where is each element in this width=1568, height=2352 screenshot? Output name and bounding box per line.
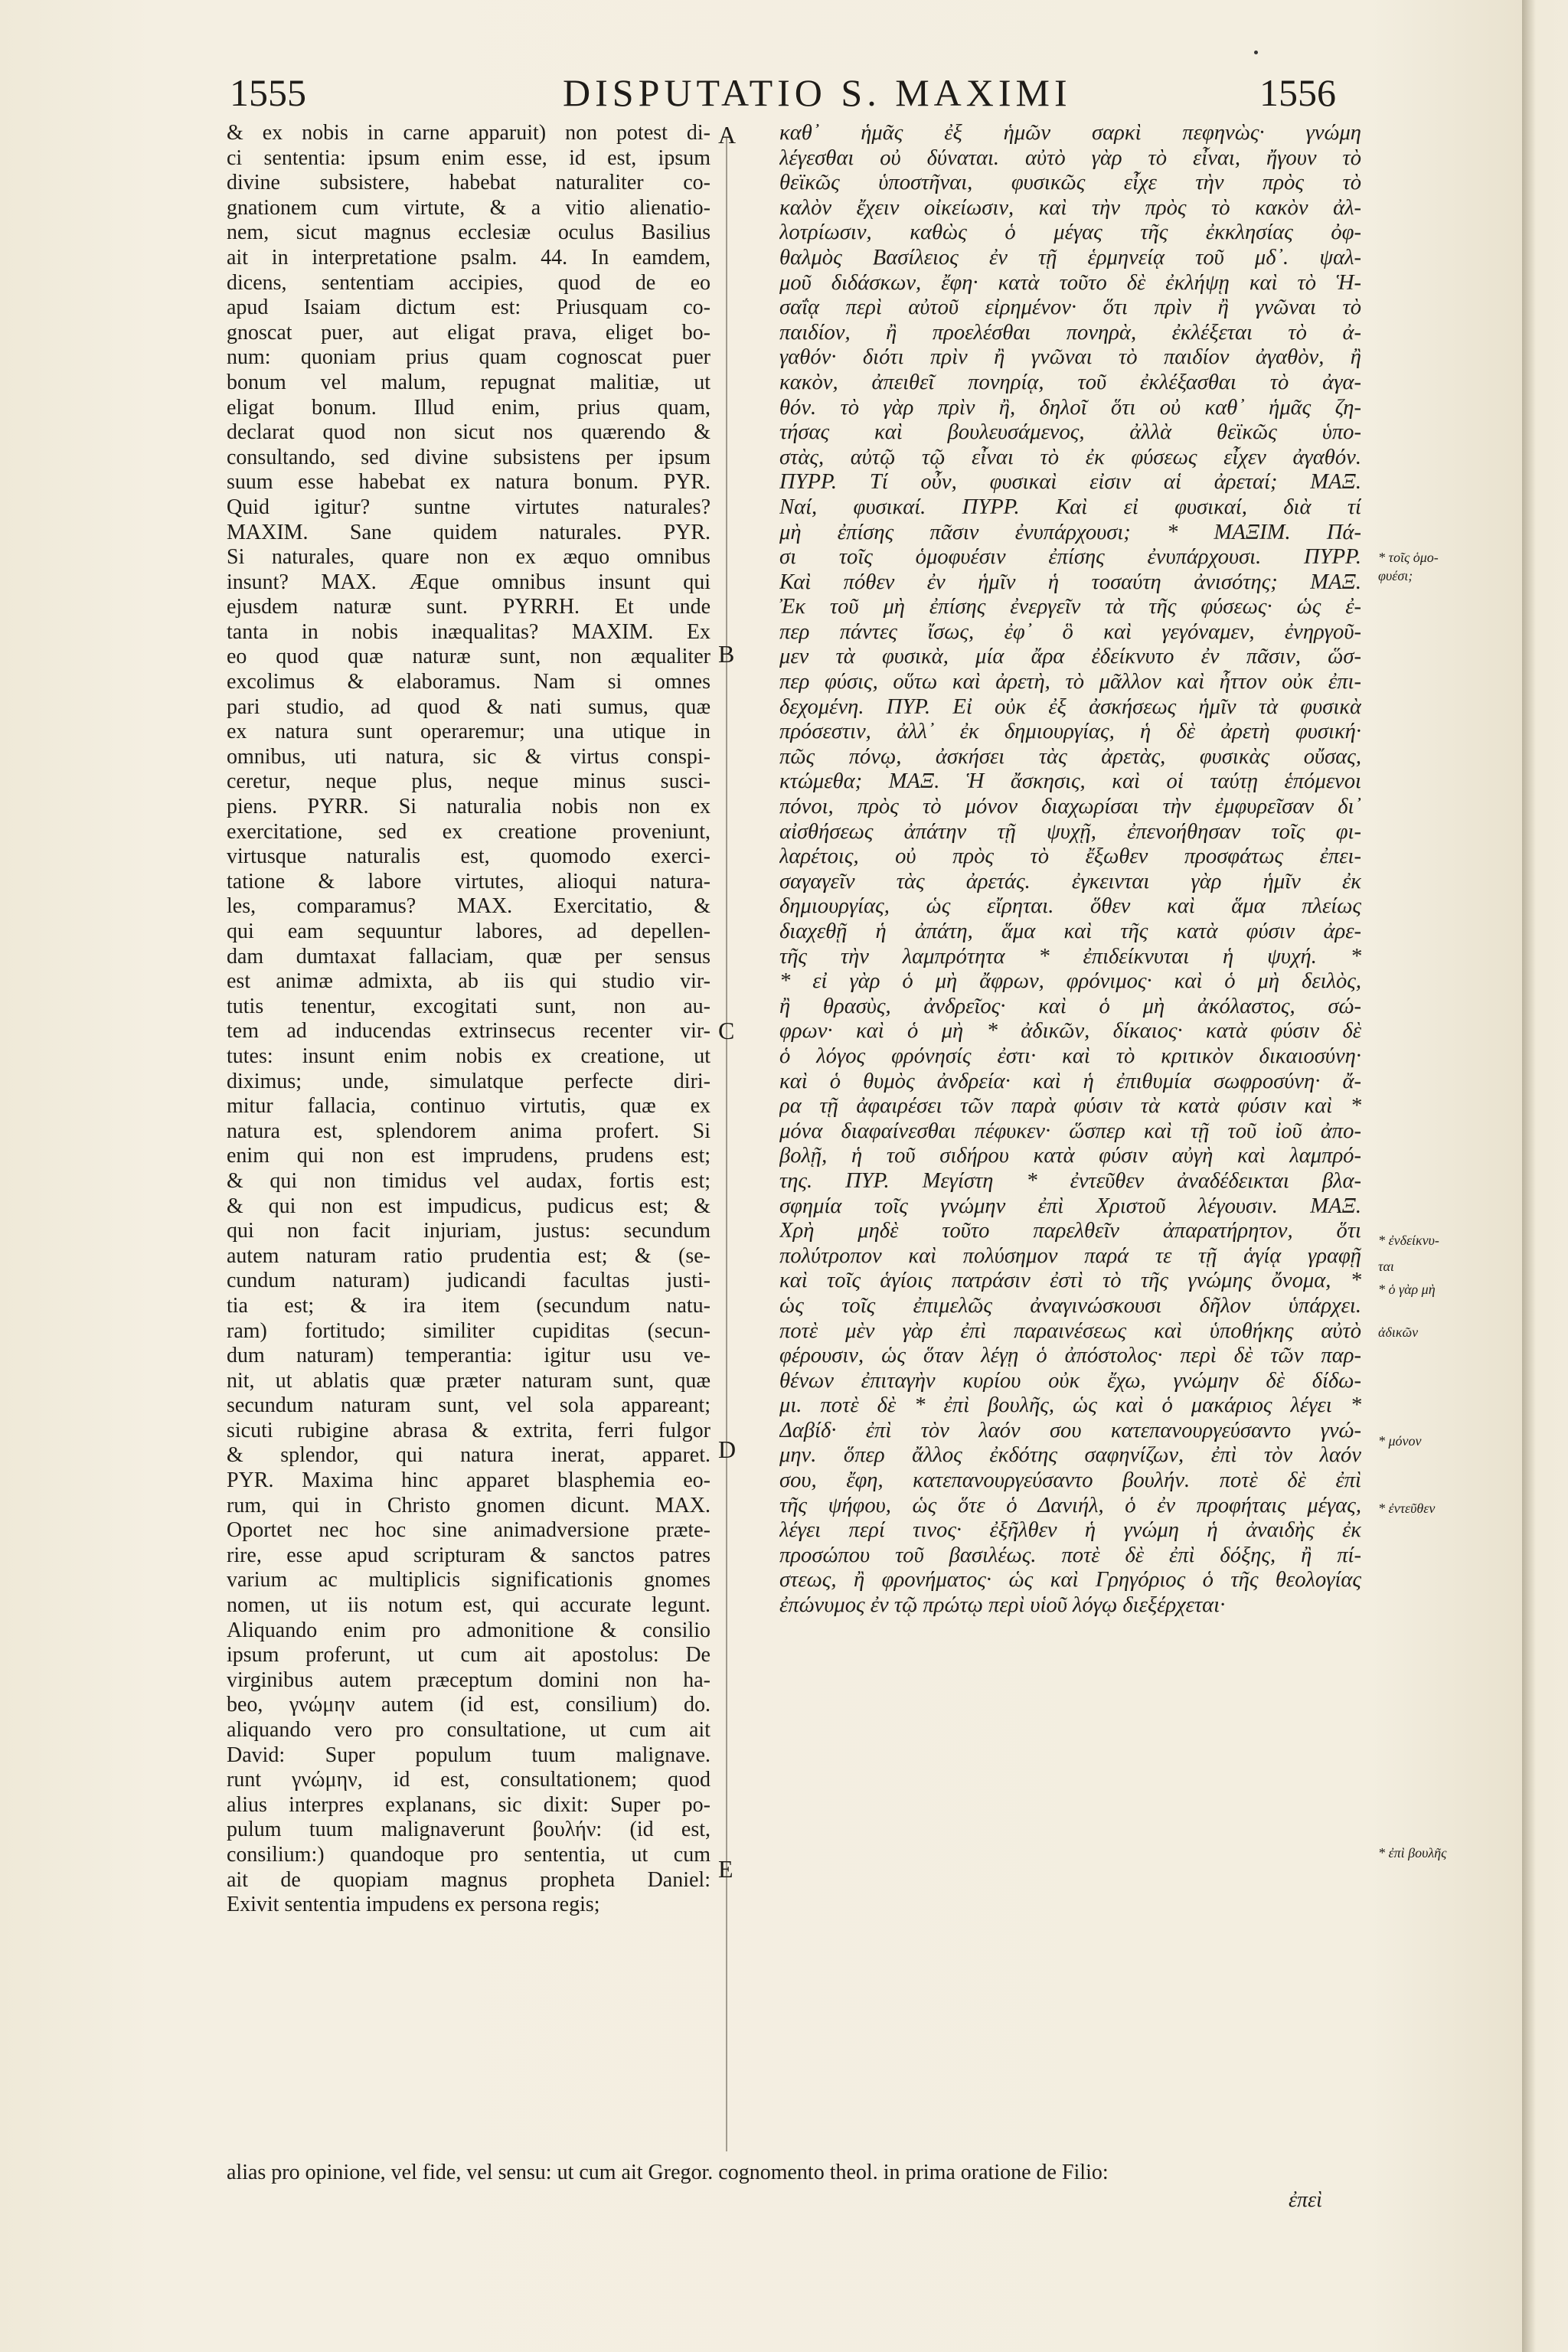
latin-text-line: natura est, splendorem anima profert. Si [227, 1119, 710, 1143]
greek-text-line: τήσας καὶ βουλευσάμενος, ἀλλὰ θεϊκῶς ὑπο- [779, 420, 1361, 445]
latin-text-line: varium ac multiplicis significationis gnomes [227, 1568, 710, 1592]
greek-text-line: λαρέτοις, οὐ πρὸς τὸ ἔξωθεν προσφάτως ἐπει- [779, 844, 1361, 869]
latin-text-line: qui non facit injuriam, justus: secundum [227, 1219, 710, 1243]
latin-text-line: exercitatione, sed ex creatione proveniunt, [227, 819, 710, 844]
latin-text-line: omnibus, uti natura, sic & virtus conspi- [227, 744, 710, 769]
latin-text-line: nomen, ut iis notum est, qui accurate legunt. [227, 1593, 710, 1618]
greek-text-line: μην. ὅπερ ἄλλος ἐκδότης σαφηνίζων, ἐπὶ τὸν λαόν [779, 1443, 1361, 1468]
margin-note: * ἐνδείκνυ- [1378, 1233, 1439, 1248]
greek-text-line: ρα τῇ ἀφαιρέσει τῶν παρὰ φύσιν τὰ κατὰ φύσιν καὶ * [779, 1094, 1361, 1119]
latin-text-line: David: Super populum tuum malignave. [227, 1743, 710, 1767]
latin-text-line: PYR. Maxima hinc apparet blasphemia eo- [227, 1468, 710, 1493]
greek-text-line: μι. ποτὲ δὲ * ἐπὶ βουλῆς, ὡς καὶ ὁ μακάριος λέγει * [779, 1393, 1361, 1418]
ornament-dot [1254, 51, 1258, 54]
next-page-edge [1522, 0, 1568, 2352]
greek-text-line: ὡς τοῖς ἐπιμελῶς ἀναγινώσκουσι δῆλον ὑπάρχει. [779, 1293, 1361, 1318]
latin-text-line: divine subsistere, habebat naturaliter co- [227, 171, 710, 195]
latin-text-line: eligat bonum. Illud enim, prius quam, [227, 395, 710, 420]
greek-text-line: θαλμὸς Βασίλειος ἐν τῇ ἑρμηνείᾳ τοῦ μδ᾽. ψαλ- [779, 245, 1361, 270]
greek-text-line: μόνα διαφαίνεσθαι πέφυκεν· ὥσπερ καὶ τῇ τοῦ ἰοῦ ἀπο- [779, 1119, 1361, 1143]
latin-text-line: Quid igitur? suntne virtutes naturales? [227, 495, 710, 519]
greek-text-line: σι τοῖς ὁμοφυέσιν ἐπίσης ἐνυπάρχουσι. ΠΥΡΡ. [779, 545, 1361, 570]
latin-text-line: Si naturales, quare non ex æquo omnibus [227, 545, 710, 570]
section-letter-d: D [718, 1436, 737, 1463]
latin-text-line: aliquando vero pro consultatione, ut cum ait [227, 1718, 710, 1742]
latin-text-line: cundum naturam) judicandi facultas justi- [227, 1269, 710, 1293]
greek-text-line: παιδίον, ἢ προελέσθαι πονηρὰ, ἐκλέξεται τὸ ἀ- [779, 320, 1361, 345]
latin-text-line: ci sententia: ipsum enim esse, id est, ipsum [227, 145, 710, 170]
latin-text-line: ait in interpretatione psalm. 44. In eamdem, [227, 245, 710, 270]
latin-text-line: piens. PYRR. Si naturalia nobis non ex [227, 795, 710, 819]
section-letter-c: C [718, 1017, 735, 1044]
greek-text-line: θεϊκῶς ὑποστῆναι, φυσικῶς εἶχε τὴν πρὸς τὸ [779, 171, 1361, 195]
greek-text-line: περ πάντες ἴσως, ἐφ᾽ ὃ καὶ γεγόναμεν, ἐνηργοῦ- [779, 619, 1361, 644]
greek-text-line: προσώπου τοῦ βασιλέως. ποτὲ δὲ ἐπὶ δόξης, ἢ πί- [779, 1543, 1361, 1567]
greek-text-line: ἐπώνυμος ἐν τῷ πρώτῳ περὶ υἱοῦ λόγῳ διεξέρχεται· [779, 1593, 1226, 1618]
greek-text-line: γαθόν· διότι πρὶν ἢ γνῶναι τὸ παιδίον ἀγαθὸν, ἢ [779, 345, 1361, 370]
latin-text-line: mitur fallacia, continuo virtutis, quæ ex [227, 1094, 710, 1119]
latin-text-line: gnoscat puer, aut eligat prava, eliget bo- [227, 320, 710, 345]
latin-text-line: ipsum proferunt, ut cum ait apostolus: De [227, 1643, 710, 1668]
latin-text-line: gnationem cum virtute, & a vitio alienatio- [227, 195, 710, 220]
latin-text-line: tem ad inducendas extrinsecus recenter vir- [227, 1019, 710, 1044]
latin-text-line: & ex nobis in carne apparuit) non potest di- [227, 121, 710, 145]
greek-text-line: της. ΠΥΡ. Μεγίστη * ἐντεῦθεν ἀναδέδεικται βλα- [779, 1168, 1361, 1193]
greek-text-line: περ φύσις, οὕτω καὶ ἀρετὴ, τὸ μᾶλλον καὶ ἧττον οὐκ ἐπι- [779, 670, 1361, 694]
latin-text-line: ram) fortitudo; similiter cupiditas (secun- [227, 1318, 710, 1343]
latin-text-line: & qui non est impudicus, pudicus est; & [227, 1194, 710, 1218]
greek-text-line: καὶ τοῖς ἁγίοις πατράσιν ἐστὶ τὸ τῆς γνώμης ὄνομα, * [779, 1269, 1361, 1293]
latin-text-line: beo, γνώμην autem (id est, consilium) do. [227, 1693, 710, 1717]
latin-text-line: apud Isaiam dictum est: Priusquam co- [227, 296, 710, 320]
latin-text-line: tanta in nobis inæqualitas? MAXIM. Ex [227, 619, 710, 644]
latin-text-line: autem naturam ratio prudentia est; & (se- [227, 1243, 710, 1268]
latin-text-line: tutes: insunt enim nobis ex creatione, ut [227, 1044, 710, 1068]
latin-text-line: Exivit sententia impudens ex persona regis; [227, 1893, 600, 1917]
margin-note: ἀδικῶν [1378, 1325, 1419, 1340]
margin-note: * ἐπὶ βουλῆς [1378, 1845, 1447, 1860]
greek-text-line: ἢ θρασὺς, ἀνδρεῖος· καὶ ὁ μὴ ἀκόλαστος, σώ- [779, 994, 1361, 1018]
greek-text-line: κτώμεθα; ΜΑΞ. Ἡ ἄσκησις, καὶ οἱ ταύτῃ ἑπόμενοι [779, 769, 1361, 794]
greek-text-line: βολῇ, ἡ τοῦ σιδήρου κατὰ φύσιν αὐγὴ καὶ λαμπρό- [779, 1144, 1361, 1168]
greek-text-line: δημιουργίας, ὡς εἴρηται. ὅθεν καὶ ἅμα πλείως [779, 894, 1361, 919]
folio-number-left: 1555 [230, 71, 306, 114]
catchword: ἐπεὶ [1289, 2188, 1322, 2212]
greek-text-line: Ναί, φυσικαί. ΠΥΡΡ. Καὶ εἰ φυσικαί, διὰ τί [779, 495, 1361, 519]
greek-text-line: λοτρίωσιν, καθὼς ὁ μέγας τῆς ἐκκλησίας ὀφ- [779, 220, 1361, 245]
latin-text-line: MAXIM. Sane quidem naturales. PYR. [227, 520, 710, 544]
greek-text-line: διαχεθῇ ἡ ἀπάτη, ἅμα καὶ τῆς κατὰ φύσιν ἀρε- [779, 920, 1361, 943]
latin-text-line: & splendor, qui natura inerat, apparet. [227, 1443, 710, 1468]
latin-text-line: dam dumtaxat fallaciam, quæ per sensus [227, 944, 710, 969]
latin-text-line: secundum naturam sunt, vel sola appareant; [227, 1393, 710, 1418]
greek-text-line: τῆς ψήφου, ὡς ὅτε ὁ Δανιήλ, ὁ ἐν προφήταις μέγας, [779, 1493, 1361, 1517]
latin-text-line: dicens, sententiam accipies, quod de eo [227, 270, 710, 295]
latin-text-line: pulum tuum malignaverunt βουλήν: (id est, [227, 1818, 710, 1842]
latin-text-line: dum naturam) temperantia: igitur usu ve- [227, 1344, 710, 1368]
greek-text-line: τῆς τὴν λαμπρότητα * ἐπιδείκνυται ἡ ψυχή. * [779, 944, 1361, 969]
margin-note: * ἐντεῦθεν [1378, 1501, 1436, 1516]
latin-text-line: runt γνώμην, id est, consultationem; quod [227, 1768, 710, 1792]
latin-text-line: consultando, sed divine subsistens per ipsum [227, 445, 710, 469]
greek-text-line: φρων· καὶ ὁ μὴ * ἀδικῶν, δίκαιος· κατὰ φύσιν δὲ [779, 1019, 1361, 1044]
latin-column [227, 121, 710, 1918]
greek-text-line: μεν τὰ φυσικὰ, μία ἄρα ἐδείκνυτο ἐν πᾶσιν, ὥσ- [779, 645, 1361, 669]
greek-text-line: αἰσθήσεως ἀπάτην τῇ ψυχῇ, ἐπενοήθησαν τοῖς φι- [779, 819, 1361, 844]
greek-text-line: Ἐκ τοῦ μὴ ἐπίσης ἐνεργεῖν τὰ τῆς φύσεως· ὡς ἐ- [779, 595, 1361, 619]
running-title: DISPUTATIO S. MAXIMI [563, 71, 1072, 114]
greek-text-line: στὰς, αὐτῷ τῷ εἶναι τὸ ἐκ φύσεως εἶχεν ἀγαθόν. [779, 445, 1361, 469]
greek-text-line: θόν. τὸ γὰρ πρὶν ἢ, δηλοῖ ὅτι οὐ καθ᾽ ἡμᾶς ζη- [779, 395, 1361, 420]
greek-text-line: Καὶ πόθεν ἐν ἡμῖν ἡ τοσαύτη ἀνισότης; ΜΑΞ. [779, 570, 1361, 594]
greek-text-line: πῶς πόνῳ, ἀσκήσει τὰς ἀρετὰς, φυσικὰς οὔσας, [779, 744, 1361, 769]
latin-text-line: est animæ admixta, ab iis qui studio vir- [227, 969, 710, 994]
greek-text-line: μὴ ἐπίσης πᾶσιν ἐνυπάρχουσι; * ΜΑΞΙΜ. Πά- [779, 520, 1361, 544]
greek-text-line: σαγαγεῖν τὰς ἀρετάς. ἐγκεινται γὰρ ἡμῖν ἐκ [779, 869, 1361, 893]
greek-text-line: σαΐᾳ περὶ αὐτοῦ εἰρημένον· ὅτι πρὶν ἢ γνῶναι τὸ [779, 296, 1361, 320]
latin-text-line: num: quoniam prius quam cognoscat puer [227, 345, 710, 370]
greek-text-line: Δαβίδ· ἐπὶ τὸν λαόν σου κατεπανουργεύσαντο γνώ- [779, 1418, 1361, 1442]
greek-text-line: πρόσεστιν, ἀλλ᾽ ἐκ δημιουργίας, ἡ δὲ ἀρετὴ φυσική· [779, 720, 1361, 744]
section-letter-a: A [718, 121, 737, 149]
latin-text-line: declarat quod non sicut nos quærendo & [227, 420, 710, 445]
greek-text-line: θένων ἐπιταγὴν κυρίου οὐκ ἔχω, γνώμην δὲ δίδω- [779, 1368, 1361, 1393]
greek-text-line: λέγεσθαι οὐ δύναται. αὐτὸ γὰρ τὸ εἶναι, ἤγουν τὸ [779, 145, 1361, 170]
latin-text-line: rire, esse apud scripturam & sanctos patres [227, 1543, 710, 1567]
greek-text-line: στεως, ἢ φρονήματος· ὡς καὶ Γρηγόριος ὁ τῆς θεολογίας [779, 1568, 1361, 1592]
latin-text-line: les, comparamus? MAX. Exercitatio, & [227, 894, 710, 919]
greek-text-line: δεχομένη. ΠΥΡ. Εἰ οὐκ ἐξ ἀσκήσεως ἡμῖν τὰ φυσικὰ [779, 694, 1361, 719]
greek-text-line: φέρουσιν, ὡς ὅταν λέγῃ ὁ ἀπόστολος· περὶ δὲ τῶν παρ- [779, 1344, 1361, 1368]
latin-text-line: alius interpres explanans, sic dixit: Super po- [227, 1792, 710, 1817]
greek-text-line: * εἰ γὰρ ὁ μὴ ἄφρων, φρόνιμος· καὶ ὁ μὴ δειλὸς, [779, 969, 1361, 994]
latin-text-line: Oportet nec hoc sine animadversione præte- [227, 1518, 710, 1543]
latin-text-line: tutis tenentur, excogitati sunt, non au- [227, 994, 710, 1018]
latin-text-line: enim qui non est imprudens, prudens est; [227, 1144, 710, 1168]
greek-text-line: σφημία τοῖς γνώμην ἐπὶ Χριστοῦ λέγουσιν. ΜΑΞ. [779, 1194, 1361, 1218]
latin-text-line: virtusque naturalis est, quomodo exerci- [227, 844, 710, 869]
margin-note: * τοῖς ὁμο- [1378, 550, 1439, 565]
latin-text-line: ex natura sunt operaremur; una utique in [227, 720, 710, 744]
latin-text-line: insunt? MAX. Æque omnibus insunt qui [227, 570, 710, 594]
latin-text-line: consilium:) quandoque pro sententia, ut cum [227, 1842, 710, 1867]
latin-text-line: pari studio, ad quod & nati sumus, quæ [227, 694, 710, 719]
latin-text-line: virginibus autem præceptum domini non ha- [227, 1668, 710, 1692]
greek-text-line: κακὸν, ἀπειθεῖ πονηρίᾳ, τοῦ ἐκλέξασθαι τὸ ἀγα- [779, 370, 1361, 394]
latin-text-line: tatione & labore virtutes, alioqui natura- [227, 869, 710, 893]
latin-text-line: tia est; & ira item (secundum natu- [227, 1293, 710, 1318]
latin-text-line: Aliquando enim pro admonitione & consilio [227, 1618, 710, 1642]
margin-note: φυέσι; [1378, 568, 1413, 583]
greek-text-line: Χρὴ μηδὲ τοῦτο παρελθεῖν ἀπαρατήρητον, ὅτι [779, 1219, 1361, 1243]
greek-text-line: καὶ ὁ θυμὸς ἀνδρεία· καὶ ἡ ἐπιθυμία σωφροσύνη· ἄ- [779, 1069, 1361, 1093]
latin-text-line: qui eam sequuntur labores, ad depellen- [227, 920, 710, 943]
latin-text-line: suum esse habebat ex natura bonum. PYR. [227, 470, 710, 495]
latin-text-line: excolimus & elaboramus. Nam si omnes [227, 670, 710, 694]
latin-text-line: bonum vel malum, repugnat malitiæ, ut [227, 370, 710, 394]
latin-text-line: diximus; unde, simulatque perfecte diri- [227, 1069, 710, 1093]
greek-text-line: καλὸν ἔχειν οἰκείωσιν, καὶ τὴν πρὸς τὸ κακὸν ἀλ- [779, 195, 1361, 220]
latin-text-line: & qui non timidus vel audax, fortis est; [227, 1168, 710, 1193]
greek-text-line: ΠΥΡΡ. Τί οὖν, φυσικαὶ εἰσιν αἱ ἀρεταί; ΜΑΞ. [779, 470, 1361, 495]
greek-text-line: πολύτροπον καὶ πολύσημον παρά τε τῇ ἁγίᾳ γραφῇ [779, 1243, 1361, 1268]
greek-text-line: ποτὲ μὲν γὰρ ἐπὶ παραινέσεως καὶ ὑποθήκης αὐτὸ [779, 1318, 1361, 1343]
greek-text-line: ὁ λόγος φρόνησίς ἐστι· καὶ τὸ κριτικὸν δικαιοσύνη· [779, 1044, 1361, 1068]
section-letter-b: B [718, 640, 735, 668]
margin-note: * ὁ γὰρ μὴ [1378, 1282, 1436, 1297]
greek-text-line: σου, ἔφη, κατεπανουργεύσαντο βουλήν. ποτὲ δὲ ἐπὶ [779, 1468, 1361, 1493]
latin-text-line: sicuti rubigine abrasa & extrita, ferri fulgor [227, 1418, 710, 1442]
column-divider [726, 138, 727, 2151]
margin-note: * μόνον [1378, 1433, 1422, 1449]
greek-text-line: λέγει περί τινος· ἐξῆλθεν ἡ γνώμη ἡ ἀναιδὴς ἐκ [779, 1518, 1361, 1543]
margin-note: ται [1378, 1259, 1394, 1274]
latin-text-line: rum, qui in Christo gnomen dicunt. MAX. [227, 1493, 710, 1517]
greek-text-line: πόνοι, πρὸς τὸ μόνον διαχωρίσαι τὴν ἐμφυρεῖσαν δι᾽ [779, 795, 1361, 819]
latin-text-line: ceretur, neque plus, neque minus susci- [227, 769, 710, 794]
bottom-latin-line: alias pro opinione, vel fide, vel sensu: ut cum ait Gregor. cognomento theol. in prima oratione de Filio: [227, 2161, 1109, 2184]
latin-text-line: ejusdem naturæ sunt. PYRRH. Et unde [227, 595, 710, 619]
greek-text-line: καθ᾽ ἡμᾶς ἐξ ἡμῶν σαρκὶ πεφηνὼς· γνώμη [779, 121, 1361, 145]
latin-text-line: eo quod quæ naturæ sunt, non æqualiter [227, 645, 710, 669]
latin-text-line: nit, ut ablatis quæ præter naturam sunt, quæ [227, 1368, 710, 1393]
greek-column [779, 121, 1361, 1619]
section-letter-e: E [718, 1855, 733, 1883]
latin-text-line: nem, sicut magnus ecclesiæ oculus Basilius [227, 220, 710, 245]
latin-text-line: ait de quopiam magnus propheta Daniel: [227, 1867, 710, 1892]
folio-number-right: 1556 [1259, 71, 1336, 114]
greek-text-line: μοῦ διδάσκων, ἔφη· κατὰ τοῦτο δὲ ἐκλήψῃ καὶ τὸ Ἡ- [779, 270, 1361, 295]
